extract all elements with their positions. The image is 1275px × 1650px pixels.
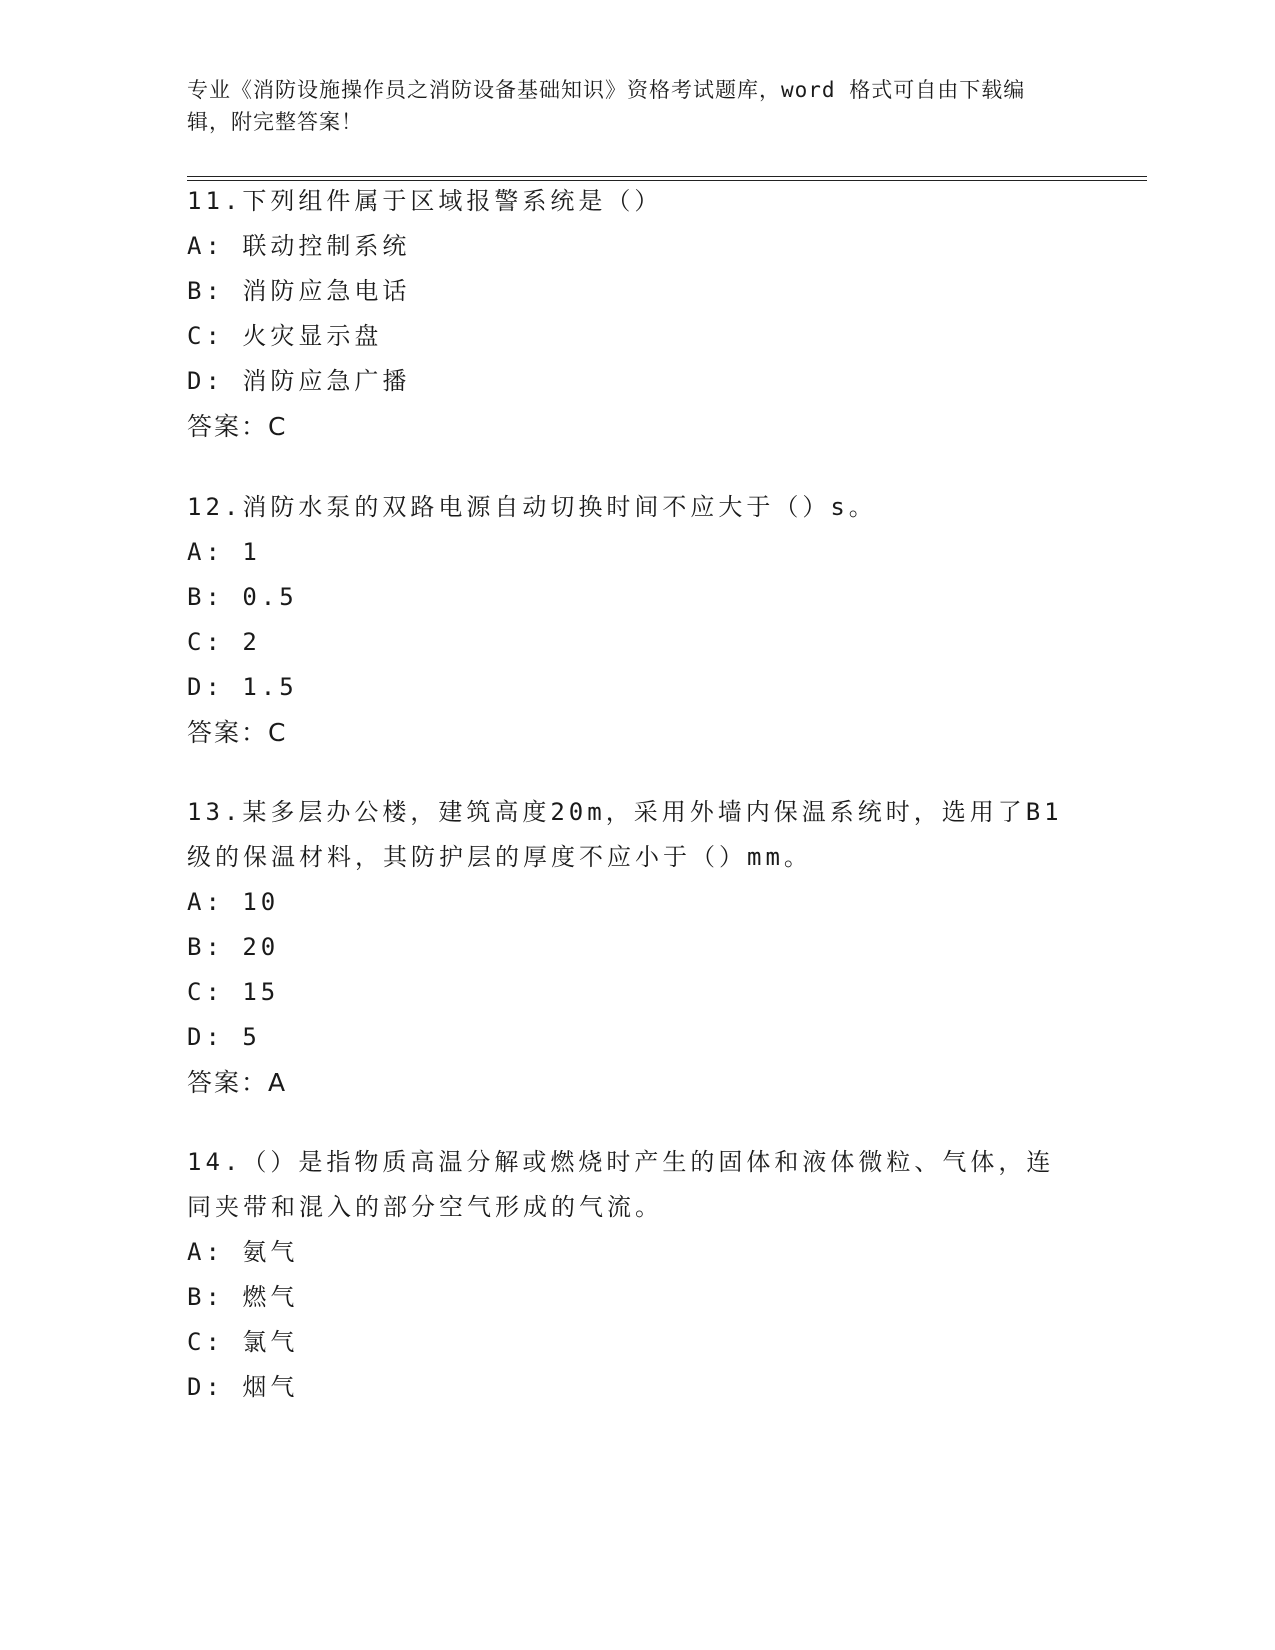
option-b: B: 0.5 <box>187 583 298 611</box>
question-13 <box>187 790 1087 1105</box>
answer: 答案：C <box>187 718 288 747</box>
option-c: C: 2 <box>187 628 261 656</box>
document-header: 专业《消防设施操作员之消防设备基础知识》资格考试题库，word 格式可自由下载编辑，附完整答案！ <box>187 78 1026 134</box>
question-stem: 12.消防水泵的双路电源自动切换时间不应大于（）s。 <box>187 493 877 521</box>
option-d: D: 消防应急广播 <box>187 367 411 395</box>
option-b: B: 燃气 <box>187 1283 299 1311</box>
option-a: A: 1 <box>187 538 261 566</box>
answer: 答案：A <box>187 1068 288 1097</box>
question-14 <box>187 1140 1087 1410</box>
option-c: C: 火灾显示盘 <box>187 322 383 350</box>
option-d: D: 1.5 <box>187 673 298 701</box>
question-12 <box>187 485 1087 755</box>
question-stem: 11.下列组件属于区域报警系统是（） <box>187 187 663 215</box>
option-a: A: 10 <box>187 888 280 916</box>
option-d: D: 烟气 <box>187 1373 299 1401</box>
option-a: A: 氨气 <box>187 1238 299 1266</box>
option-d: D: 5 <box>187 1023 261 1051</box>
option-b: B: 20 <box>187 933 280 961</box>
question-stem: 13.某多层办公楼，建筑高度20m，采用外墙内保温系统时，选用了B1级的保温材料，其防护层的厚度不应小于（）mm。 <box>187 798 1063 871</box>
option-a: A: 联动控制系统 <box>187 232 411 260</box>
option-c: C: 氯气 <box>187 1328 299 1356</box>
answer: 答案：C <box>187 412 288 441</box>
question-stem: 14.（）是指物质高温分解或燃烧时产生的固体和液体微粒、气体，连同夹带和混入的部分空气形成的气流。 <box>187 1148 1055 1221</box>
option-b: B: 消防应急电话 <box>187 277 411 305</box>
option-c: C: 15 <box>187 978 280 1006</box>
question-11 <box>187 179 1087 449</box>
